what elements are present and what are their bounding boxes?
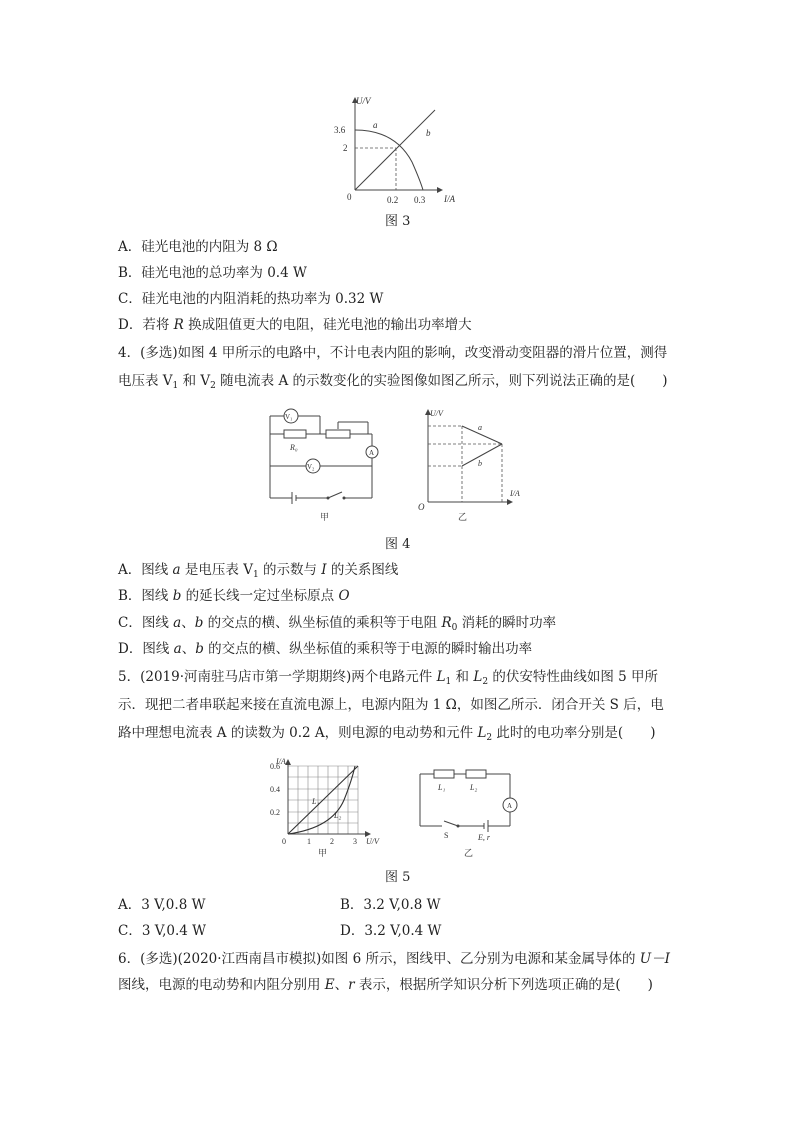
y-tick-2: 2 xyxy=(343,143,348,153)
svg-text:b: b xyxy=(478,459,482,468)
circuit-yi xyxy=(414,762,526,860)
svg-text:I/A: I/A xyxy=(276,757,286,766)
svg-text:A: A xyxy=(507,802,513,810)
q6-stem-line1: 6．(多选)(2020·江西南昌市模拟)如图 6 所示，图线甲、乙分别为电源和某金属导体的 U－I xyxy=(118,951,670,967)
graph-yi-label: 乙 xyxy=(458,512,468,522)
q3-option-d: D．若将 R 换成阻值更大的电阻，硅光电池的输出功率增大 xyxy=(118,317,472,333)
q4-option-d: D．图线 a、b 的交点的横、纵坐标值的乘积等于电源的瞬时输出功率 xyxy=(118,641,533,657)
svg-text:V₁: V₁ xyxy=(285,413,293,421)
graph-yi xyxy=(414,404,534,524)
svg-text:0.4: 0.4 xyxy=(270,785,280,794)
svg-text:2: 2 xyxy=(330,837,334,846)
svg-text:L₂: L₂ xyxy=(470,783,478,792)
svg-text:1: 1 xyxy=(307,837,311,846)
line-a xyxy=(462,426,502,444)
svg-text:3: 3 xyxy=(353,837,357,846)
svg-text:O: O xyxy=(418,502,425,512)
figure-3 xyxy=(330,92,470,210)
figure-3-caption: 图 3 xyxy=(385,214,411,229)
figure-3-graph xyxy=(330,92,470,210)
q4-stem-line1: 4．(多选)如图 4 甲所示的电路中，不计电表内阻的影响，改变滑动变阻器的滑片位置，测得 xyxy=(118,345,668,361)
q3-option-c: C．硅光电池的内阻消耗的热功率为 0.32 W xyxy=(118,291,384,307)
q6-stem-line2: 图线，电源的电动势和内阻分别用 E、r 表示，根据所学知识分析下列选项正确的是( ) xyxy=(118,977,653,993)
figure-4-circuit xyxy=(262,404,392,524)
l1-label: L₁ xyxy=(312,797,320,806)
q5-stem-line3: 路中理想电流表 A 的读数为 0.2 A，则电源的电动势和元件 $L_2$ 此时的电功率分别是( ) xyxy=(118,725,656,743)
origin-label: 0 xyxy=(347,192,352,202)
y-axis-label: U/V xyxy=(356,96,371,106)
y-tick-36: 3.6 xyxy=(334,125,346,135)
line-b xyxy=(355,110,435,190)
curve-a-label: a xyxy=(373,120,378,130)
q4-option-c: C．图线 a、b 的交点的横、纵坐标值的乘积等于电阻 $R_0$ 消耗的瞬时功率 xyxy=(118,615,557,633)
line-b-label: b xyxy=(426,128,431,138)
svg-text:V₂: V₂ xyxy=(307,463,315,471)
figure-4-caption: 图 4 xyxy=(385,537,411,552)
q5-stem-line2: 示．现把二者串联起来接在直流电源上，电源内阻为 1 Ω，如图乙所示．闭合开关 S 后，电 xyxy=(118,697,664,713)
svg-text:a: a xyxy=(478,423,482,432)
svg-text:0.6: 0.6 xyxy=(270,762,280,771)
q5-option-b: B．3.2 V,0.8 W xyxy=(340,897,441,913)
line-b xyxy=(462,444,502,466)
x-axis-label: I/A xyxy=(444,194,455,204)
x-tick-02: 0.2 xyxy=(387,195,399,205)
svg-text:0: 0 xyxy=(282,837,286,846)
q3-option-b: B．硅光电池的总功率为 0.4 W xyxy=(118,265,307,281)
q3-option-a: A．硅光电池的内阻为 8 Ω xyxy=(118,239,278,255)
svg-text:A: A xyxy=(369,449,375,457)
figure-5-circuit xyxy=(414,762,526,860)
graph-jia-label: 甲 xyxy=(318,848,328,858)
q5-option-a: A．3 V,0.8 W xyxy=(118,897,206,913)
circuit-yi-label: 乙 xyxy=(464,848,474,858)
x-tick-03: 0.3 xyxy=(414,195,426,205)
figure-5-caption: 图 5 xyxy=(385,870,411,885)
circuit-jia xyxy=(262,404,392,524)
q5-option-c: C．3 V,0.4 W xyxy=(118,923,207,939)
circuit-jia-label: 甲 xyxy=(320,512,330,522)
curve-a xyxy=(355,130,423,190)
switch-label: S xyxy=(444,831,449,840)
l2-label: L₂ xyxy=(334,811,342,820)
svg-text:U/V: U/V xyxy=(430,409,443,418)
svg-text:U/V: U/V xyxy=(366,837,379,846)
q4-stem-line2: 电压表 $V_1$ 和 $V_2$ 随电流表 A 的示数变化的实验图像如图乙所示，则下列说法正确的是( ) xyxy=(118,373,668,391)
figure-5-graph xyxy=(262,756,384,860)
r0-label: R₀ xyxy=(290,443,298,452)
q5-option-d: D．3.2 V,0.4 W xyxy=(340,923,442,939)
figure-4-graph xyxy=(414,404,534,524)
q4-option-a: A．图线 a 是电压表 $V_1$ 的示数与 I 的关系图线 xyxy=(118,562,399,580)
graph-jia xyxy=(262,756,384,860)
svg-text:0.2: 0.2 xyxy=(270,808,280,817)
source-label: E, r xyxy=(478,833,490,842)
svg-text:L₁: L₁ xyxy=(438,783,446,792)
q4-option-b: B．图线 b 的延长线一定过坐标原点 O xyxy=(118,588,350,604)
q5-stem-line1: 5．(2019·河南驻马店市第一学期期终)两个电路元件 $L_1$ 和 $L_2$ 的伏安特性曲线如图 5 甲所 xyxy=(118,669,659,687)
svg-text:I/A: I/A xyxy=(510,489,520,498)
